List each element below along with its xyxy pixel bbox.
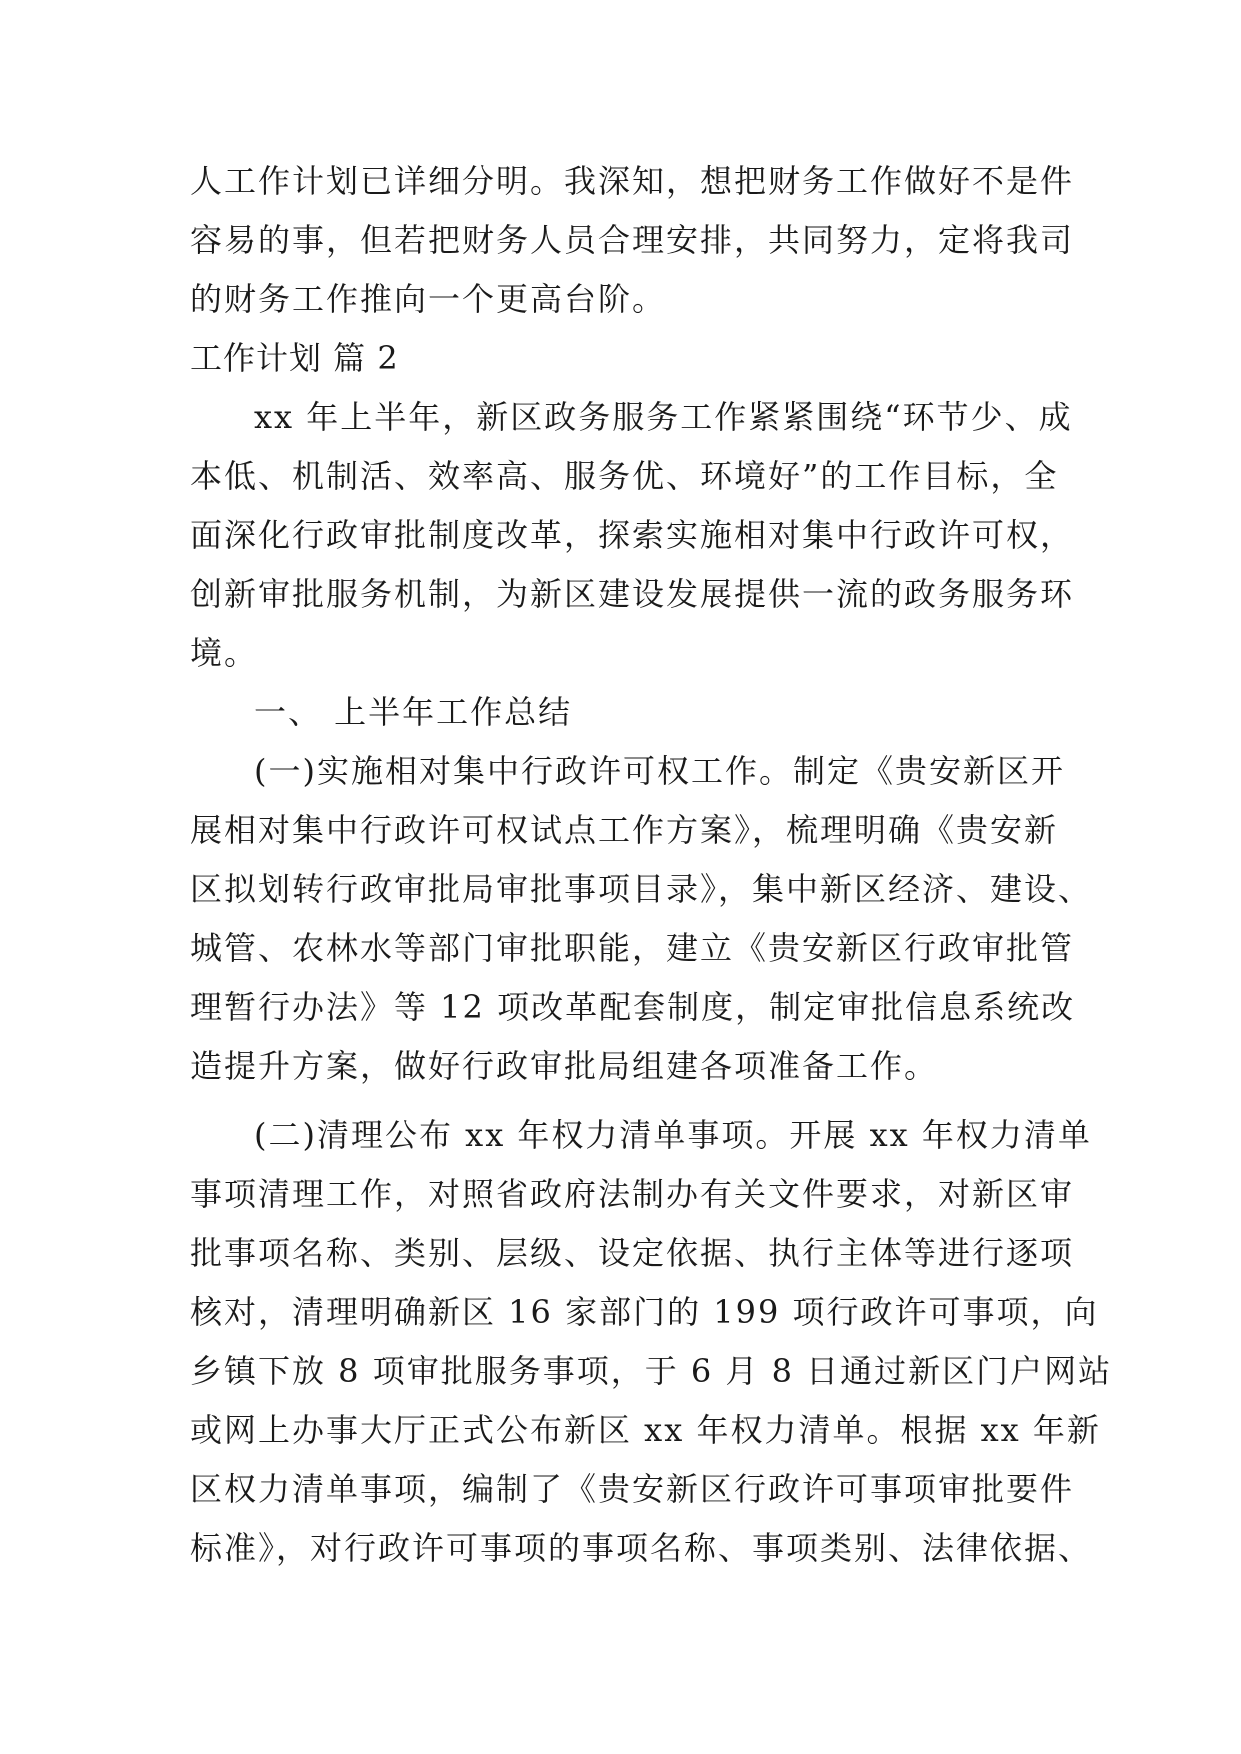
paragraph-3-line-6: 造提升方案，做好行政审批局组建各项准备工作。 (190, 1047, 939, 1085)
paragraph-4-line-8: 标准》，对行政许可事项的事项名称、事项类别、法律依据、 (190, 1529, 1093, 1567)
paragraph-1-line-3: 的财务工作推向一个更高台阶。 (190, 280, 667, 318)
paragraph-4-line-4: 核对，清理明确新区 16 家部门的 199 项行政许可事项，向 (190, 1293, 1099, 1331)
paragraph-2-line-5: 境。 (190, 634, 259, 672)
section-heading: 工作计划 篇 2 (190, 339, 399, 377)
paragraph-4-line-6: 或网上办事大厅正式公布新区 xx 年权力清单。根据 xx 年新 (190, 1411, 1101, 1449)
paragraph-3-line-4: 城管、农林水等部门审批职能，建立《贵安新区行政审批管 (190, 929, 1075, 967)
document-body (190, 152, 1113, 1578)
paragraph-4-line-2: 事项清理工作，对照省政府法制办有关文件要求，对新区审 (190, 1175, 1075, 1213)
paragraph-3-line-5: 理暂行办法》等 12 项改革配套制度，制定审批信息系统改 (190, 988, 1076, 1026)
paragraph-2-line-3: 面深化行政审批制度改革，探索实施相对集中行政许可权， (190, 516, 1075, 554)
paragraph-1-line-1: 人工作计划已详细分明。我深知，想把财务工作做好不是件 (190, 162, 1075, 200)
paragraph-spacer (190, 1096, 1070, 1106)
paragraph-3-line-2: 展相对集中行政许可权试点工作方案》，梳理明确《贵安新 (190, 811, 1059, 849)
paragraph-4-line-5: 乡镇下放 8 项审批服务事项，于 6 月 8 日通过新区门户网站 (190, 1352, 1113, 1390)
paragraph-4-line-3: 批事项名称、类别、层级、设定依据、执行主体等进行逐项 (190, 1234, 1075, 1272)
subheading-summary: 一、 上半年工作总结 (254, 693, 573, 731)
paragraph-2-line-1: xx 年上半年，新区政务服务工作紧紧围绕“环节少、成 (254, 398, 1073, 436)
paragraph-2-line-4: 创新审批服务机制，为新区建设发展提供一流的政务服务环 (190, 575, 1075, 613)
paragraph-4-line-7: 区权力清单事项，编制了《贵安新区行政许可事项审批要件 (190, 1470, 1075, 1508)
paragraph-3-line-1: (一)实施相对集中行政许可权工作。制定《贵安新区开 (254, 752, 1065, 790)
paragraph-2-line-2: 本低、机制活、效率高、服务优、环境好”的工作目标，全 (190, 457, 1059, 495)
paragraph-4-line-1: (二)清理公布 xx 年权力清单事项。开展 xx 年权力清单 (254, 1116, 1092, 1154)
paragraph-1-line-2: 容易的事，但若把财务人员合理安排，共同努力，定将我司 (190, 221, 1075, 259)
paragraph-3-line-3: 区拟划转行政审批局审批事项目录》，集中新区经济、建设、 (190, 870, 1093, 908)
